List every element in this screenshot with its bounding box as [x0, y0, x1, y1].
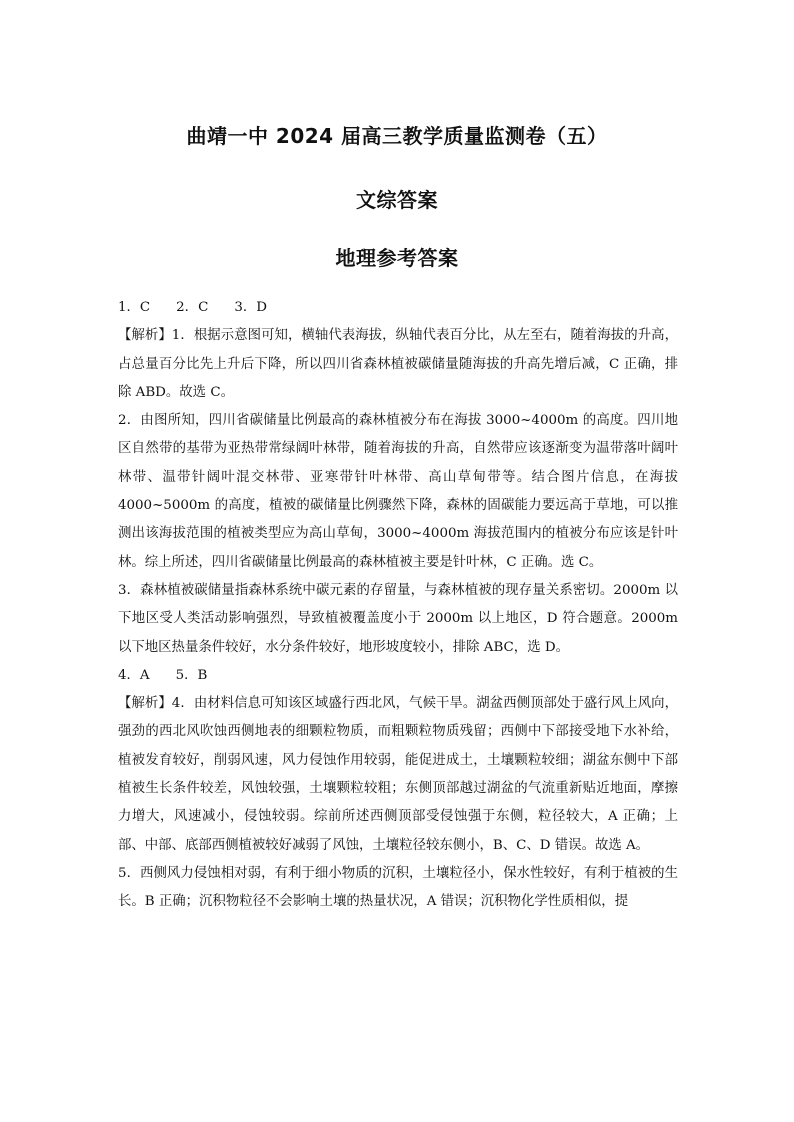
section-title: 地理参考答案	[335, 246, 459, 270]
answer-item: 4．A	[118, 667, 150, 683]
analysis-paragraph: 3．森林植被碳储量指森林系统中碳元素的存留量，与森林植被的现存量关系密切。2000m 以下地区受人类活动影响强烈，导致植被覆盖度小于 2000m 以上地区，D 符合题意。2000m 以下地区热量条件较好，水分条件较好，地形坡度较小，排除 ABC，选 D。	[118, 582, 678, 655]
answer-item: 2．C	[176, 300, 209, 315]
answer-item: 1．C	[118, 300, 151, 315]
document-title: 曲靖一中 2024 届高三教学质量监测卷（五）	[186, 124, 608, 148]
answer-item: 5．B	[175, 667, 208, 683]
analysis-paragraph: 【解析】4．由材料信息可知该区域盛行西北风，气候干旱。湖盆西侧顶部处于盛行风上风向，强劲的西北风吹蚀西侧地表的细颗粒物质，而粗颗粒物质残留；西侧中下部接受地下水补给，植被发育较好，削弱风速，风力侵蚀作用较弱，能促进成土，土壤颗粒较细；湖盆东侧中下部植被生长条件较差，风蚀较强，土壤颗粒较粗；东侧顶部越过湖盆的气流重新贴近地面，摩擦力增大，风速减小，侵蚀较弱。综前所述西侧顶部受侵蚀强于东侧，粒径较大，A 正确；上部、中部、底部西侧植被较好减弱了风蚀，土壤粒径较东侧小，B、C、D 错误。故选 A。	[118, 696, 678, 853]
answer-body	[118, 294, 678, 917]
analysis-paragraph: 【解析】1．根据示意图可知，横轴代表海拔，纵轴代表百分比，从左至右，随着海拔的升高，占总量百分比先上升后下降，所以四川省森林植被碳储量随海拔的升高先增后减，C 正确，排除 ABD。故选 C。	[118, 328, 678, 400]
answer-key-4-5	[118, 662, 678, 690]
answer-item: 3．D	[234, 300, 267, 315]
analysis-paragraph: 5．西侧风力侵蚀相对弱，有利于细小物质的沉积，土壤粒径小，保水性较好，有利于植被的生长。B 正确；沉积物粒径不会影响土壤的热量状况，A 错误；沉积物化学性质相似，提	[118, 865, 678, 910]
analysis-paragraph: 2．由图所知，四川省碳储量比例最高的森林植被分布在海拔 3000~4000m 的高度。四川地区自然带的基带为亚热带常绿阔叶林带，随着海拔的升高，自然带应该逐渐变为温带落叶阔叶林带、温带针阔叶混交林带、亚寒带针叶林带、高山草甸带等。结合图片信息，在海拔 4000~5000m 的高度，植被的碳储量比例骤然下降，森林的固碳能力要远高于草地，可以推测出该海拔范围的植被类型应为高山草甸，3000~4000m 海拔范围内的植被分布应该是针叶林。综上所述，四川省碳储量比例最高的森林植被主要是针叶林，C 正确。选 C。	[118, 413, 678, 570]
document-subtitle: 文综答案	[356, 188, 438, 212]
answer-key-1-3	[118, 294, 678, 322]
